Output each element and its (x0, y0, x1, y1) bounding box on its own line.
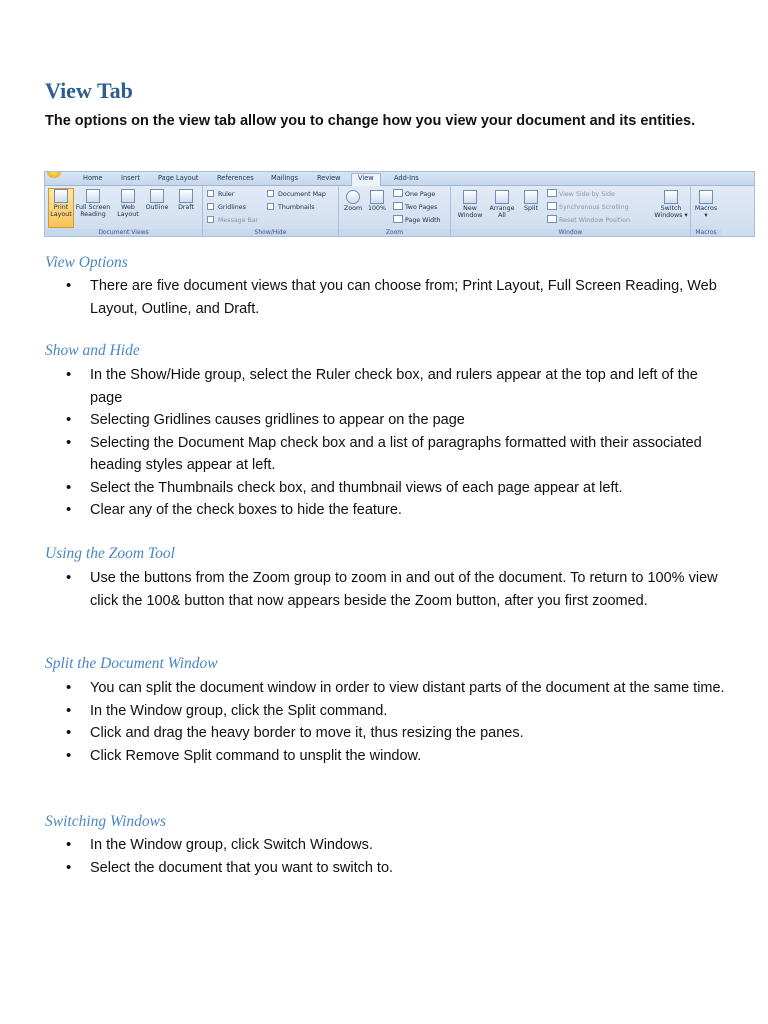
group-document-views (45, 186, 203, 237)
outline-icon (150, 189, 164, 203)
view-side-by-side-button: View Side by Side (547, 189, 615, 198)
tab-view: View (351, 173, 381, 186)
tab-page-layout: Page Layout (158, 174, 199, 182)
macros-icon (699, 190, 713, 204)
new-window-icon (463, 190, 477, 204)
draft-button: Draft (173, 189, 199, 211)
thumbnails-checkbox: Thumbnails (267, 203, 315, 211)
heading-view-options: View Options (45, 254, 128, 271)
arrange-all-icon (495, 190, 509, 204)
gridlines-checkbox: Gridlines (207, 203, 246, 211)
group-label-window: Window (451, 229, 690, 237)
list-item: • In the Window group, click Switch Windows. (45, 834, 725, 857)
list-item: • You can split the document window in order to view distant parts of the document at the same time. (45, 677, 725, 700)
split-icon (524, 190, 538, 204)
full-screen-reading-button: Full Screen Reading (75, 189, 111, 218)
group-window (451, 186, 691, 237)
list-show-and-hide (45, 364, 725, 522)
page-width-button: Page Width (393, 215, 441, 224)
tab-references: References (217, 174, 254, 182)
list-item: • Select the document that you want to switch to. (45, 857, 725, 880)
zoom-100-button: 100% (366, 190, 388, 212)
message-bar-checkbox: Message Bar (207, 216, 258, 224)
two-pages-button: Two Pages (393, 202, 437, 211)
list-using-zoom-tool (45, 567, 725, 612)
zoom-button: Zoom (342, 190, 364, 212)
page-title: View Tab (45, 78, 133, 103)
tab-review: Review (317, 174, 341, 182)
web-layout-icon (121, 189, 135, 203)
list-item: • Use the buttons from the Zoom group to zoom in and out of the document. To return to 100% view click the 100& button that now appears beside the Zoom button, after you first zoomed. (45, 567, 725, 612)
list-switching-windows (45, 834, 725, 879)
heading-switching-windows: Switching Windows (45, 813, 166, 830)
group-label-document-views: Document Views (45, 229, 202, 237)
list-item: • In the Window group, click the Split command. (45, 700, 725, 723)
tab-add-ins: Add-Ins (394, 174, 419, 182)
list-item: • There are five document views that you can choose from; Print Layout, Full Screen Reading, Web Layout, Outline, and Draft. (45, 275, 725, 320)
group-label-macros: Macros (691, 229, 721, 237)
new-window-button: New Window (455, 190, 485, 219)
list-item: • Selecting Gridlines causes gridlines to appear on the page (45, 409, 725, 432)
web-layout-button: Web Layout (115, 189, 141, 218)
switch-windows-button: Switch Windows ▾ (653, 190, 689, 219)
outline-button: Outline (143, 189, 171, 211)
synchronous-scrolling-button: Synchronous Scrolling (547, 202, 629, 211)
group-zoom (339, 186, 451, 237)
group-label-show-hide: Show/Hide (203, 229, 338, 237)
group-show-hide (203, 186, 339, 237)
tab-insert: Insert (121, 174, 140, 182)
one-page-button: One Page (393, 189, 435, 198)
office-button-icon (47, 171, 61, 178)
tab-home: Home (83, 174, 103, 182)
list-item: • In the Show/Hide group, select the Ruler check box, and rulers appear at the top and left of the page (45, 364, 725, 409)
list-item: • Selecting the Document Map check box and a list of paragraphs formatted with their associated heading styles appear at left. (45, 432, 725, 477)
full-screen-reading-icon (86, 189, 100, 203)
view-ribbon-image (44, 171, 755, 237)
print-layout-icon (54, 189, 68, 203)
print-layout-button: Print Layout (48, 188, 74, 228)
reset-window-position-button: Reset Window Position (547, 215, 630, 224)
draft-icon (179, 189, 193, 203)
tab-mailings: Mailings (271, 174, 299, 182)
arrange-all-button: Arrange All (487, 190, 517, 219)
list-split-document-window (45, 677, 725, 767)
page-100-icon (370, 190, 384, 204)
group-macros (691, 186, 754, 237)
document-map-checkbox: Document Map (267, 190, 326, 198)
list-item: • Clear any of the check boxes to hide the feature. (45, 499, 725, 522)
group-label-zoom: Zoom (339, 229, 450, 237)
list-item: • Click and drag the heavy border to move it, thus resizing the panes. (45, 722, 725, 745)
switch-windows-icon (664, 190, 678, 204)
intro-paragraph: The options on the view tab allow you to change how you view your document and its entities. (45, 113, 696, 129)
ribbon-tab-bar (45, 172, 754, 186)
split-button: Split (519, 190, 543, 212)
macros-button: Macros ▾ (694, 190, 718, 219)
heading-using-zoom-tool: Using the Zoom Tool (45, 545, 175, 562)
heading-split-document-window: Split the Document Window (45, 655, 218, 672)
list-item: • Select the Thumbnails check box, and thumbnail views of each page appear at left. (45, 477, 725, 500)
list-view-options (45, 275, 725, 320)
ruler-checkbox: Ruler (207, 190, 234, 198)
list-item: • Click Remove Split command to unsplit the window. (45, 745, 725, 768)
magnifier-icon (346, 190, 360, 204)
heading-show-and-hide: Show and Hide (45, 342, 140, 359)
